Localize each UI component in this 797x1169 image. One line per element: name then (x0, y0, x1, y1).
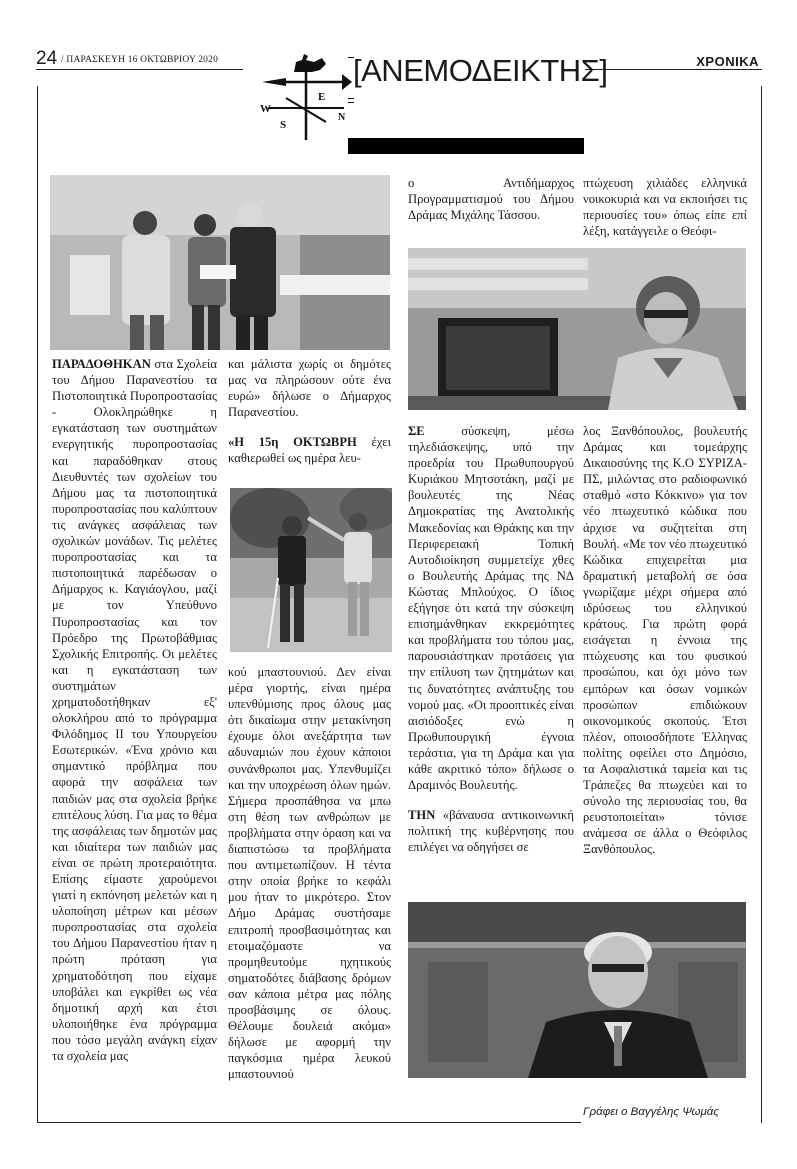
frame-right (761, 86, 762, 1123)
masthead-dash (348, 102, 354, 103)
article-text: κού μπαστουνιού. Δεν είναι μέρα γιορτής, είναι ημέρα υπενθύμισης προς όλους μας ότι δικαίωμα στην μετακίνηση έχουμε όλοι ανεξάρτητα των αδυναμιών που έχουν κάποιοι συνάνθρωποι μας. Υπενθυμίζει και την υποχρέωση όλων ημών. Σήμερα προσπάθησα να μπω στη θέση των ανθρώπων με προβλήματα στην όραση και να διαπιστώσω τα προβλήματα που αντιμετωπίζουν. Η τέντα στην οποία βρήκε το κεφάλι μου ήταν το μικρότερο. Στον Δήμο Δράμας συστήσαμε επιτροπή προσβασιμότητας και ετοιμαζόμαστε να προμηθευτούμε ηχητικούς σηματοδότες διάβασης δρόμων σαν κάποια μέτρα μας πόλης προσβάσιμης σε όλους. Θέλουμε δουλειά ακόμα» δήλωσε με αφορμή την παγκόσμια ημέρα λευκού μπαστουνιού (228, 665, 391, 1082)
article-column-2-top (228, 356, 391, 486)
article-text: ο Αντιδήμαρχος Προγραμματισμού του Δήμου Δράμας Μιχάλης Τάσσου. (408, 176, 574, 223)
section-title: ΧΡΟΝΙΚΑ (696, 54, 759, 69)
photo-certificate-handover (50, 175, 390, 350)
article-column-4-top (583, 175, 747, 241)
svg-text:W: W (260, 103, 271, 115)
article-column-1 (52, 356, 217, 1096)
article-text: «βάναυσα αντικοινωνική πολιτική της κυβέρνησης που επιλέγει να οδηγήσει σε (408, 808, 574, 855)
article-text: στα Σχολεία του Δήμου Παρανεστίου τα Πιστοποιητικά Πυροπροστασίας - Ολοκληρώθηκε η εγκατάσταση των συστημάτων ενεργητικής πυροπροστασίας και παραδόθηκαν στους Διευθυντές των σχολείων του Δήμου μας τα πιστοποιητικά πυροπροστασίας που καλύπτουν τις ανάγκες ασφάλειας των σχολικών μονάδων. Τις μελέτες πυροπροστασίας και τα πιστοποιητικά παρέδωσαν ο Δήμαρχος κ. Καγιάογλου, μαζί με τον Υπεύθυνο Πυροπροστασίας και τον Πρόεδρο της Πρωτοβάθμιας Σχολικής Επιτροπής. Οι μελέτες και η εγκατάσταση των συστημάτων χρηματοδοτήθηκαν εξ' ολοκλήρου από το πρόγραμμα Φιλόδημος ΙΙ του Υπουργείου Εσωτερικών. «Ένα χρόνιο και σημαντικό πρόβλημα που αφορά την ασφάλεια των παιδιών μας στα σχολεία βρήκε επιτέλους λύση. Για μας το θέμα της ασφάλειας των δημοτών μας και ιδιαίτερα των παιδιών μας είναι σε πρώτη προτεραιότητα. Επίσης είμαστε χαρούμενοι γιατί η εκπόνηση μελετών και η υλοποίηση μέτρων και μέσων πυροπροστασίας στα σχολεία του Δήμου Παρανεστίου ήταν η πρώτη πρόταση για χρηματοδότηση που είχαμε υποβάλει και εγκρίθει ως νέα δημοτική αρχή και έτσι υλοποιήθηκε ένα πρόγραμμα που τόσο μεγάλη ανάγκη είχαν τα σχολεία μας (52, 357, 217, 1064)
lead-word: ΤΗΝ (408, 808, 436, 823)
frame-bottom (37, 1122, 581, 1123)
article-column-3-bottom (408, 423, 574, 893)
article-column-4-bottom (583, 423, 747, 893)
masthead-bar (348, 138, 584, 154)
article-column-3-top (408, 175, 574, 235)
masthead-dash (348, 98, 354, 99)
svg-text:E: E (318, 91, 326, 103)
article-text: λος Ξανθόπουλος, βουλευτής Δράμας και τομεάρχης Δικαιοσύνης της Κ.Ο ΣΥΡΙΖΑ-ΠΣ, μιλώντας στο ραδιοφωνικό σταθμό «στο Κόκκινο» για τον νέο πτωχευτικό κώδικα που άρχισε να συζητείται στη Βουλή. «Με τον νέο πτωχευτικό Κώδικα επιχειρείται μια δραματική μεταβολή σε όσα γνωρίζαμε μέχρι σήμερα από ιδρύσεως του ελληνικού κράτους. Για πρώτη φορά εισάγεται η έννοια της πτώχευσης και του φυσικού προσώπου, και όχι μόνο των εμπόρων και όσων νομικών προσώπων επιδιώκουν οικονομικούς σκοπούς. Έτσι πλέον, οποιοσδήποτε Έλληνας πολίτης οφείλει στο Δημόσιο, τα Ασφαλιστικά ταμεία και τις Τράπεζες θα πτωχεύει και το σύνολο της περιουσίας του, θα ρευστοποιείται» τόνισε ανάμεσα σε άλλα ο Θεόφιλος Ξανθόπουλος. (583, 424, 747, 857)
photo-mp-teleconference (408, 248, 746, 410)
article-text: έχει καθιερωθεί ως ημέρα λευ- (228, 435, 391, 466)
weathervane-icon (256, 50, 356, 140)
header-rule-left (36, 69, 243, 70)
article-column-2-bottom (228, 664, 391, 1094)
lead-word: ΠΑΡΑΔΟΘΗΚΑΝ (52, 357, 151, 371)
page-number: 24 (36, 48, 58, 69)
article-text: και μάλιστα χωρίς οι δημότες μας να πληρώσουν ούτε ένα ευρώ» δήλωσε ο Δήμαρχος Παρανεστίου. (228, 357, 391, 420)
issue-date: / ΠΑΡΑΣΚΕΥΗ 16 ΟΚΤΩΒΡΙΟΥ 2020 (61, 55, 219, 65)
article-text: σύσκεψη, μέσω τηλεδιάσκεψης, υπό την προεδρία του Πρωθυπουργού Κυριάκου Μητσοτάκη, μαζί με βουλευτές της Νέας Δημοκρατίας της Ανατολικής Μακεδονίας και Θράκης και την Περιφερειακή Τοπική Αυτοδιοίκηση συμμετείχε χθες ο Βουλευτής Δράμας της ΝΔ Κώστας Μπλούχος. Ο ίδιος εξήγησε ότι κατά την σύσκεψη επισημάνθηκαν εκκρεμότητες και προβλήματα του τόπου μας, παρουσιάστηκαν προτάσεις για την επίλυση των ζητημάτων και τις δυνατότητες ανάπτυξης του νομού μας. «Οι προοπτικές είναι αισιόδοξες ενώ η Πρωθυπουργική έγνοια τεράστια, για τη Δράμα και για κάθε ακριτικό τόπο» δήλωσε ο Δραμινός Βουλευτής. (408, 424, 574, 793)
svg-text:S: S (280, 119, 287, 131)
photo-mp-parliament (408, 902, 746, 1078)
photo-white-cane-day (230, 488, 392, 652)
header-rule-right (585, 69, 762, 70)
lead-word: ΣΕ (408, 424, 425, 438)
byline: Γράφει ο Βαγγέλης Ψωμάς (583, 1106, 719, 1118)
frame-left (37, 86, 38, 1123)
lead-word: «Η 15η ΟΚΤΩΒΡΗ (228, 435, 357, 450)
svg-text:N: N (338, 112, 346, 123)
article-text: πτώχευση χιλιάδες ελληνικά νοικοκυριά και να εκποιήσει τις περιουσίες του» όπως είπε επί λέξη, κατάγγειλε ο Θεόφι- (583, 176, 747, 239)
masthead-title: [ΑΝΕΜΟΔΕΙΚΤΗΣ] (353, 53, 608, 88)
